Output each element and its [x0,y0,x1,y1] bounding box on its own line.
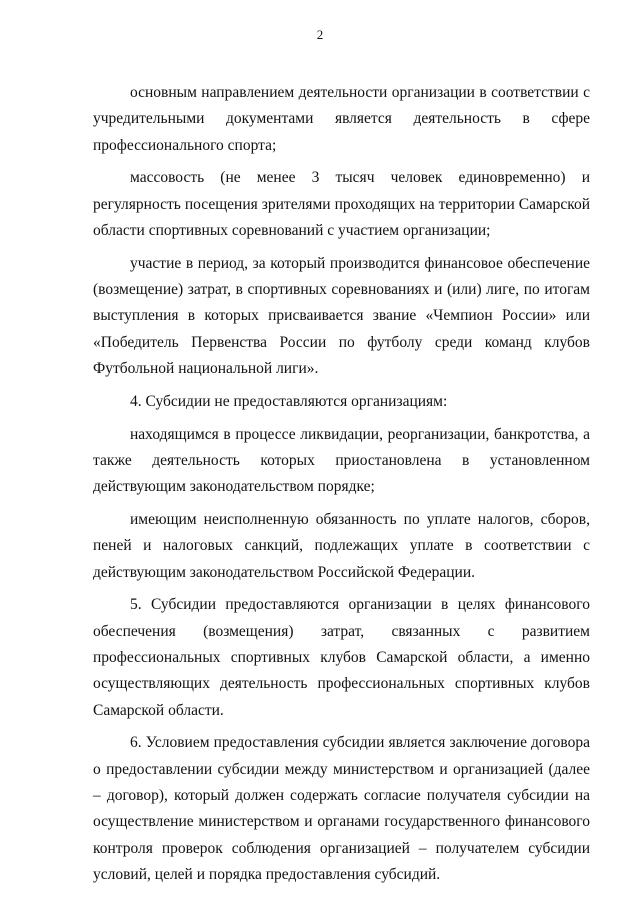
document-body [93,80,590,895]
paragraph-attendance: массовость (не менее 3 тысяч человек единовременно) и регулярность посещения зрителями проходящих на территории Самарской области спортивных соревнований с участием организации; [93,169,590,239]
paragraph-tax-obligations: имеющим неисполненную обязанность по уплате налогов, сборов, пеней и налоговых санкций, подлежащих уплате в соответствии с действующим законодательством Российской Федерации. [93,510,590,581]
paragraph-activity-direction: основным направлением деятельности организации в соответствии с учредительными документами является деятельность в сфере профессионального спорта; [93,84,590,154]
paragraph-item-6: 6. Условием предоставления субсидии является заключение договора о предоставлении субсидии между министерством и организацией (далее – договор), который должен содержать согласие получателя субсидии на осуществление министерством и органами государственного финансового контроля проверок соблюдения организацией – получателем субсидии условий, целей и порядка предоставления субсидий. [93,734,590,883]
paragraph-competition-participation: участие в период, за который производится финансовое обеспечение (возмещение) затрат, в спортивных соревнованиях и (или) лиге, по итогам выступления в которых присваивается звание «Чемпион России» или «Победитель Первенства России по футболу среди команд клубов Футбольной национальной лиги». [93,254,590,377]
page-number: 2 [316,27,324,42]
paragraph-item-5: 5. Субсидии предоставляются организации в целях финансового обеспечения (возмещения) затрат, связанных с развитием профессиональных спортивных клубов Самарской области, а именно осуществляющих деятельность профессиональных спортивных клубов Самарской области. [93,596,590,719]
paragraph-item-4-heading: 4. Субсидии не предоставляются организациям: [130,392,448,410]
paragraph-liquidation: находящимся в процессе ликвидации, реорганизации, банкротства, а также деятельность которых приостановлена в установленном действующим законодательством порядке; [93,425,590,496]
